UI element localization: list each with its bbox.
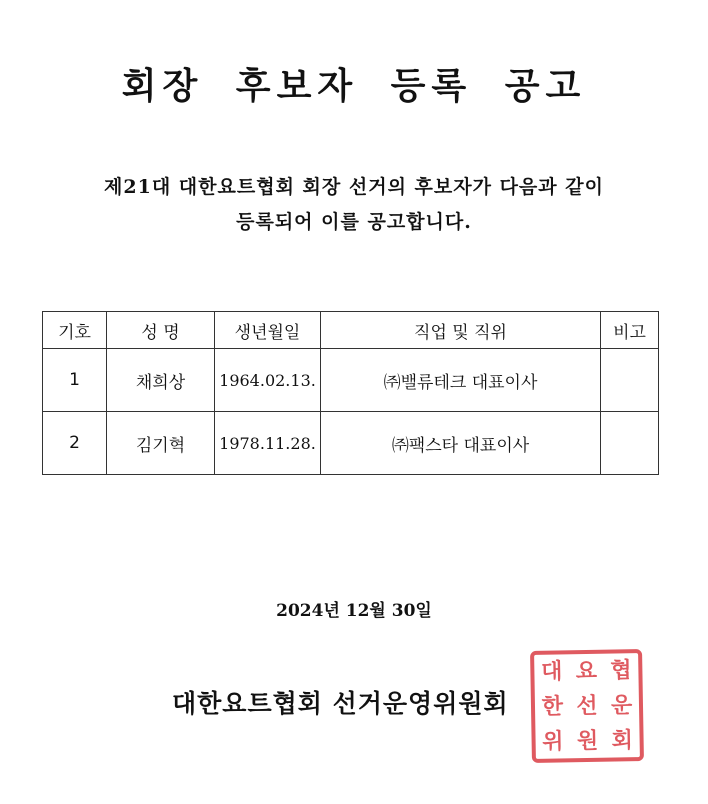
cell-number: 2 bbox=[43, 412, 107, 475]
cell-birth: 1964.02.13. bbox=[215, 349, 321, 412]
header-job: 직업 및 직위 bbox=[321, 312, 601, 349]
table-header-row bbox=[43, 312, 659, 349]
cell-job: ㈜밸류테크 대표이사 bbox=[321, 349, 601, 412]
seal-character: 회 bbox=[611, 726, 634, 754]
intro-line-1: 제21대 대한요트협회 회장 선거의 후보자가 다음과 같이 bbox=[104, 176, 604, 198]
seal-character: 협 bbox=[610, 657, 632, 684]
header-birth: 생년월일 bbox=[215, 312, 321, 349]
seal-character: 요 bbox=[575, 658, 598, 685]
seal-character: 한 bbox=[541, 693, 564, 720]
cell-birth: 1978.11.28. bbox=[215, 412, 321, 475]
seal-character: 원 bbox=[576, 727, 599, 754]
seal-character: 위 bbox=[542, 728, 564, 755]
seal-character: 대 bbox=[540, 658, 563, 686]
cell-name: 김기혁 bbox=[107, 412, 215, 475]
intro-line-2: 등록되어 이를 공고합니다. bbox=[236, 211, 472, 233]
cell-number: 1 bbox=[43, 349, 107, 412]
cell-job: ㈜팩스타 대표이사 bbox=[321, 412, 601, 475]
page-title: 회장 후보자 등록 공고 bbox=[121, 65, 587, 107]
cell-note bbox=[601, 412, 659, 475]
header-note: 비고 bbox=[601, 312, 659, 349]
official-seal-stamp bbox=[530, 649, 644, 763]
notice-date: 2024년 12월 30일 bbox=[276, 601, 432, 621]
organization-name: 대한요트협회 선거운영위원회 bbox=[172, 689, 509, 718]
header-name: 성 명 bbox=[107, 312, 215, 349]
cell-note bbox=[601, 349, 659, 412]
seal-character: 선 bbox=[576, 692, 598, 720]
table-row bbox=[43, 349, 659, 412]
candidate-table bbox=[42, 311, 659, 475]
seal-character: 운 bbox=[610, 692, 633, 719]
table-row bbox=[43, 412, 659, 475]
cell-name: 채희상 bbox=[107, 349, 215, 412]
header-number: 기호 bbox=[43, 312, 107, 349]
